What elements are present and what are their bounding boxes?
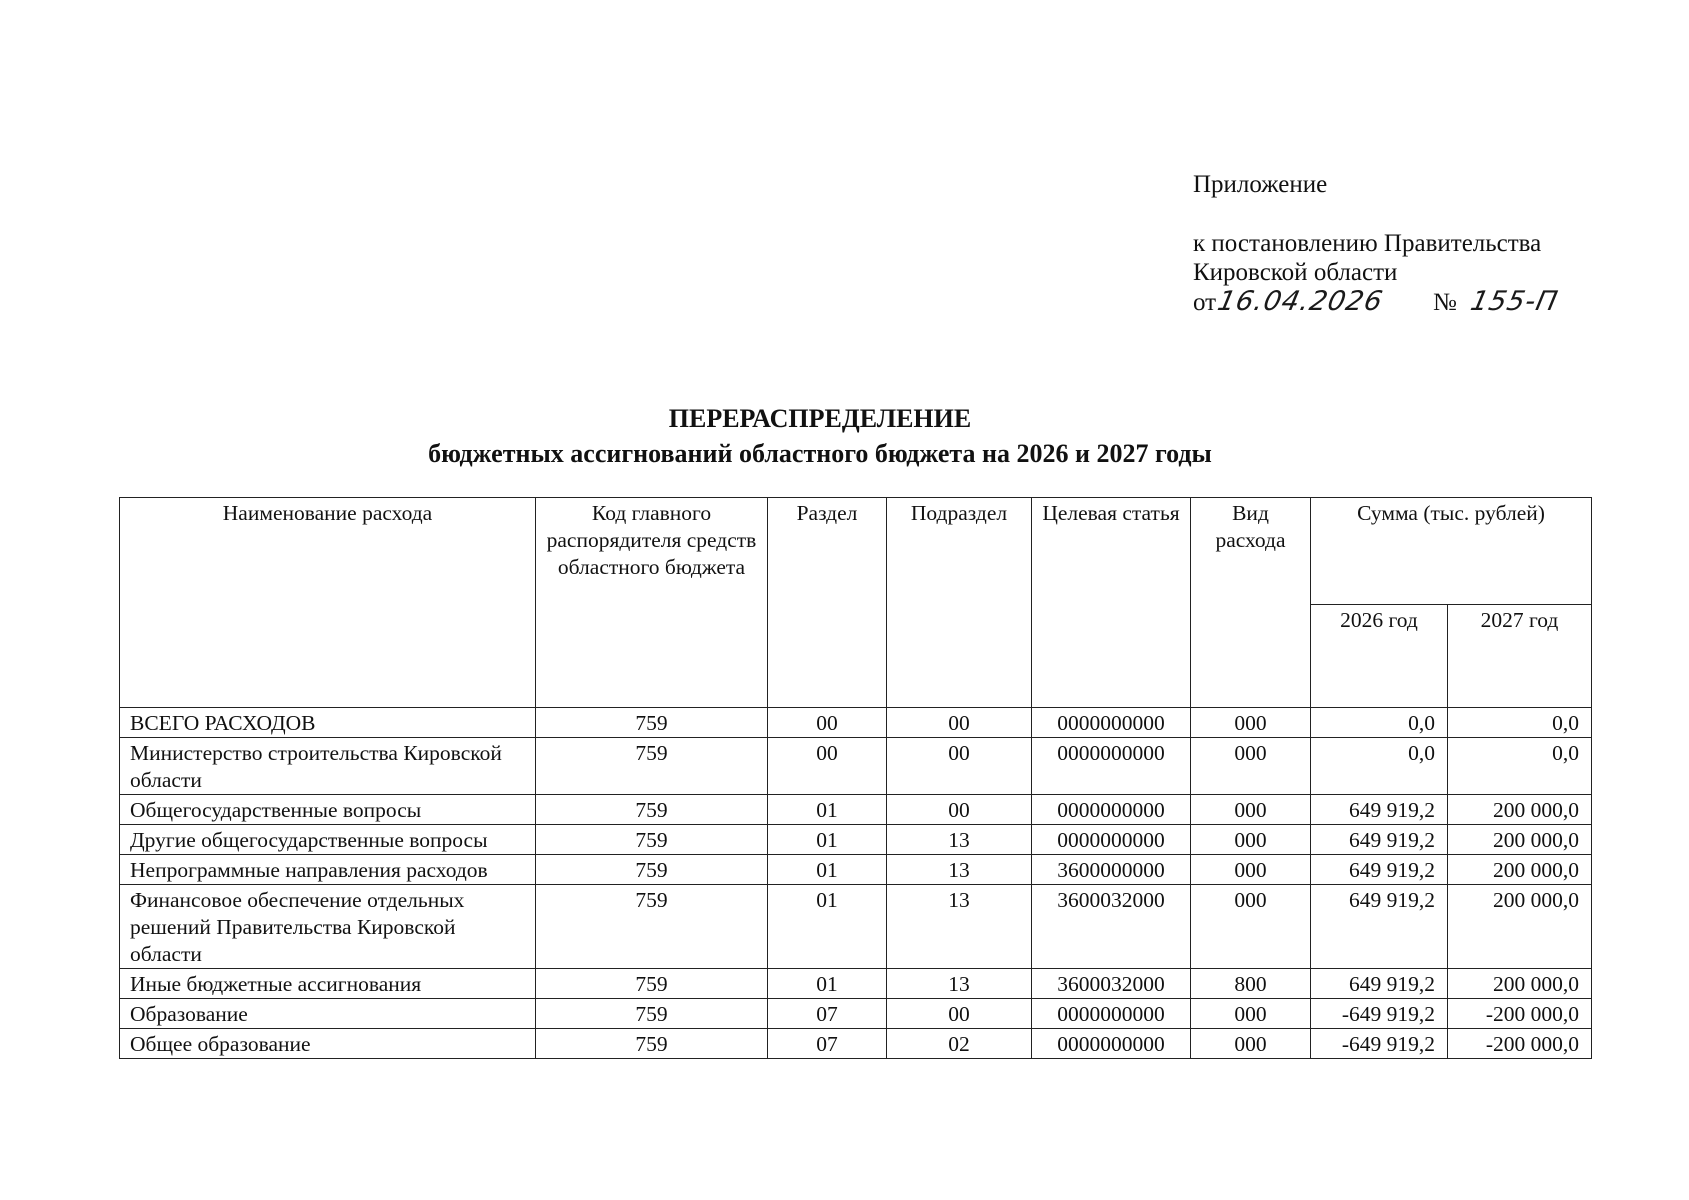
cell-expense-type: 800 xyxy=(1191,969,1311,999)
cell-section: 07 xyxy=(768,999,887,1029)
cell-target-article: 0000000000 xyxy=(1032,999,1191,1029)
table-row xyxy=(120,825,1592,855)
cell-manager-code: 759 xyxy=(536,795,768,825)
table-row xyxy=(120,999,1592,1029)
table-row xyxy=(120,1029,1592,1059)
cell-sum-2026: 649 919,2 xyxy=(1311,855,1448,885)
header-year-2027: 2027 год xyxy=(1448,605,1592,708)
table-header-row xyxy=(120,498,1592,605)
cell-expense-type: 000 xyxy=(1191,885,1311,969)
cell-sum-2027: 200 000,0 xyxy=(1448,855,1592,885)
cell-manager-code: 759 xyxy=(536,825,768,855)
cell-sum-2026: 0,0 xyxy=(1311,738,1448,795)
cell-expense-type: 000 xyxy=(1191,855,1311,885)
table-row xyxy=(120,885,1592,969)
header-target-article: Целевая статья xyxy=(1032,498,1191,708)
header-section: Раздел xyxy=(768,498,887,708)
cell-name: Финансовое обеспечение отдельных решений Правительства Кировской области xyxy=(120,885,536,969)
cell-section: 00 xyxy=(768,738,887,795)
number-prefix: № xyxy=(1432,289,1457,316)
cell-subsection: 00 xyxy=(887,999,1032,1029)
handwritten-number: 155-П xyxy=(1467,286,1561,317)
cell-manager-code: 759 xyxy=(536,885,768,969)
cell-section: 01 xyxy=(768,855,887,885)
cell-subsection: 00 xyxy=(887,738,1032,795)
header-sum: Сумма (тыс. рублей) xyxy=(1311,498,1592,605)
appendix-line-1: к постановлению Правительства xyxy=(1193,230,1542,257)
cell-target-article: 3600032000 xyxy=(1032,885,1191,969)
cell-name: ВСЕГО РАСХОДОВ xyxy=(120,708,536,738)
appendix-title: Приложение xyxy=(1193,171,1328,198)
cell-target-article: 0000000000 xyxy=(1032,1029,1191,1059)
cell-manager-code: 759 xyxy=(536,999,768,1029)
cell-subsection: 13 xyxy=(887,885,1032,969)
appendix-date-line xyxy=(1193,286,1561,317)
table-row xyxy=(120,708,1592,738)
cell-target-article: 0000000000 xyxy=(1032,825,1191,855)
cell-manager-code: 759 xyxy=(536,1029,768,1059)
header-name: Наименование расхода xyxy=(120,498,536,708)
handwritten-date: 16.04.2026 xyxy=(1214,286,1386,317)
cell-target-article: 0000000000 xyxy=(1032,708,1191,738)
cell-section: 01 xyxy=(768,795,887,825)
document-title: ПЕРЕРАСПРЕДЕЛЕНИЕ xyxy=(668,404,972,433)
cell-name: Общее образование xyxy=(120,1029,536,1059)
cell-name: Общегосударственные вопросы xyxy=(120,795,536,825)
cell-sum-2027: 200 000,0 xyxy=(1448,825,1592,855)
cell-name: Министерство строительства Кировской области xyxy=(120,738,536,795)
cell-subsection: 13 xyxy=(887,825,1032,855)
cell-target-article: 3600000000 xyxy=(1032,855,1191,885)
cell-expense-type: 000 xyxy=(1191,708,1311,738)
document-subtitle: бюджетных ассигнований областного бюджета на 2026 и 2027 годы xyxy=(428,439,1212,468)
cell-expense-type: 000 xyxy=(1191,738,1311,795)
cell-expense-type: 000 xyxy=(1191,825,1311,855)
cell-expense-type: 000 xyxy=(1191,999,1311,1029)
date-prefix: от xyxy=(1193,289,1217,316)
appendix-block xyxy=(1193,170,1561,317)
cell-section: 00 xyxy=(768,708,887,738)
cell-sum-2027: 200 000,0 xyxy=(1448,795,1592,825)
header-manager-code: Код главного распорядителя средств областного бюджета xyxy=(536,498,768,708)
cell-name: Иные бюджетные ассигнования xyxy=(120,969,536,999)
table-row xyxy=(120,855,1592,885)
cell-section: 01 xyxy=(768,969,887,999)
cell-subsection: 00 xyxy=(887,708,1032,738)
header-expense-type: Вид расхода xyxy=(1191,498,1311,708)
cell-sum-2026: 649 919,2 xyxy=(1311,825,1448,855)
cell-sum-2027: 0,0 xyxy=(1448,738,1592,795)
cell-section: 01 xyxy=(768,825,887,855)
cell-sum-2026: -649 919,2 xyxy=(1311,999,1448,1029)
cell-subsection: 13 xyxy=(887,969,1032,999)
cell-sum-2026: 649 919,2 xyxy=(1311,969,1448,999)
cell-sum-2026: -649 919,2 xyxy=(1311,1029,1448,1059)
cell-subsection: 00 xyxy=(887,795,1032,825)
cell-sum-2026: 0,0 xyxy=(1311,708,1448,738)
table-row xyxy=(120,795,1592,825)
cell-name: Другие общегосударственные вопросы xyxy=(120,825,536,855)
cell-subsection: 13 xyxy=(887,855,1032,885)
budget-table xyxy=(119,497,1592,1059)
cell-target-article: 0000000000 xyxy=(1032,795,1191,825)
table-row xyxy=(120,738,1592,795)
cell-sum-2027: -200 000,0 xyxy=(1448,999,1592,1029)
table-row xyxy=(120,969,1592,999)
cell-target-article: 0000000000 xyxy=(1032,738,1191,795)
cell-sum-2027: 0,0 xyxy=(1448,708,1592,738)
appendix-line-2: Кировской области xyxy=(1193,259,1398,286)
cell-sum-2026: 649 919,2 xyxy=(1311,885,1448,969)
cell-manager-code: 759 xyxy=(536,708,768,738)
cell-sum-2026: 649 919,2 xyxy=(1311,795,1448,825)
cell-sum-2027: -200 000,0 xyxy=(1448,1029,1592,1059)
cell-target-article: 3600032000 xyxy=(1032,969,1191,999)
cell-subsection: 02 xyxy=(887,1029,1032,1059)
header-subsection: Подраздел xyxy=(887,498,1032,708)
header-year-2026: 2026 год xyxy=(1311,605,1448,708)
cell-manager-code: 759 xyxy=(536,738,768,795)
cell-sum-2027: 200 000,0 xyxy=(1448,885,1592,969)
cell-section: 01 xyxy=(768,885,887,969)
cell-expense-type: 000 xyxy=(1191,795,1311,825)
cell-name: Образование xyxy=(120,999,536,1029)
cell-section: 07 xyxy=(768,1029,887,1059)
cell-sum-2027: 200 000,0 xyxy=(1448,969,1592,999)
cell-manager-code: 759 xyxy=(536,969,768,999)
cell-manager-code: 759 xyxy=(536,855,768,885)
table-body xyxy=(120,708,1592,1059)
cell-expense-type: 000 xyxy=(1191,1029,1311,1059)
cell-name: Непрограммные направления расходов xyxy=(120,855,536,885)
